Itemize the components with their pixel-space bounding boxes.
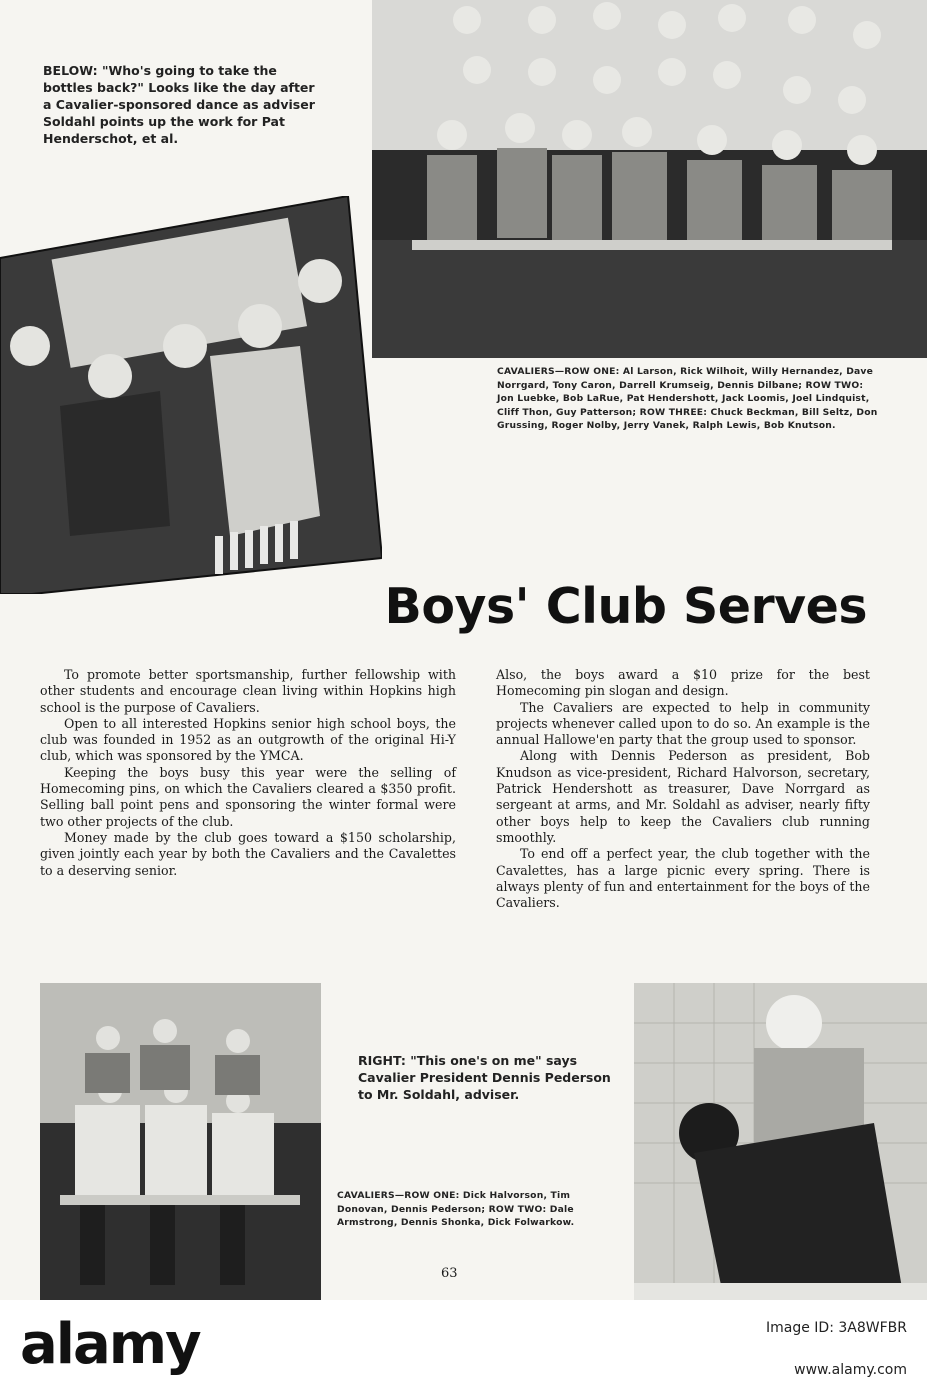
caption-below: BELOW: "Who's going to take the bottles back?" Looks like the day after a Cavalier-sponsored dance as adviser Soldahl points up the work for Pat Henderschot, et al. [43,63,315,146]
paragraph: Money made by the club goes toward a $150 scholarship, given jointly each year by both the Cavaliers and the Cavalettes to a deserving senior. [40,829,456,878]
group-photo-bottom [40,983,321,1300]
watermark-bar [0,1300,927,1390]
caption-group-bottom: CAVALIERS—ROW ONE: Dick Halvorson, Tim Donovan, Dennis Pederson; ROW TWO: Dale Armstrong, Dennis Shonka, Dick Folwarkow. [337,1190,575,1228]
body-column-left [40,667,456,879]
paragraph: To end off a perfect year, the club together with the Cavalettes, has a large picnic every spring. There is always plenty of fun and entertainment for the boys of the Cavaliers. [496,846,870,911]
soldahl-photo [634,983,927,1300]
watermark-logo: alamy [20,1312,200,1377]
group-photo-top [372,0,927,358]
caption-group-top: CAVALIERS—ROW ONE: Al Larson, Rick Wilhoit, Willy Hernandez, Dave Norrgard, Tony Caron, Darrell Krumseig, Dennis Dilbane; ROW TWO: Jon Luebke, Bob LaRue, Pat Hendershott, Jack Loomis, Joel Lindquist, Cliff Thon, Guy Patterson; ROW THREE: Chuck Beckman, Bill Seltz, Don Grussing, Roger Nolby, Jerry Vanek, Ralph Lewis, Bob Knutson. [497,366,878,431]
page-number: 63 [441,1266,458,1281]
paragraph: Along with Dennis Pederson as president, Bob Knudson as vice-president, Richard Halvorson, secretary, Patrick Hendershott as treasurer, Dave Norrgard as sergeant at arms, and Mr. Soldahl as adviser, nearly fifty other boys help to keep the Cavaliers club running smoothly. [496,748,870,845]
caption-right: RIGHT: "This one's on me" says Cavalier President Dennis Pederson to Mr. Soldahl, adviser. [358,1053,611,1102]
paragraph: The Cavaliers are expected to help in community projects whenever called upon to do so. An example is the annual Hallowe'en party that the group used to sponsor. [496,699,870,748]
paragraph: To promote better sportsmanship, further fellowship with other students and encourage clean living within Hopkins high school is the purpose of Cavaliers. [40,667,456,715]
page-title: Boys' Club Serves [384,578,867,635]
paragraph: Keeping the boys busy this year were the selling of Homecoming pins, on which the Cavaliers cleared a $350 profit. Selling ball point pens and sponsoring the winter formal were two other projects of the club. [40,764,456,829]
bottles-photo [0,196,382,594]
paragraph: Open to all interested Hopkins senior high school boys, the club was founded in 1952 as an outgrowth of the original Hi-Y club, which was sponsored by the YMCA. [40,715,456,764]
watermark-url: www.alamy.com [794,1362,907,1378]
body-column-right [496,667,870,911]
paragraph: Also, the boys award a $10 prize for the best Homecoming pin slogan and design. [496,667,870,699]
watermark-image-id: Image ID: 3A8WFBR [766,1320,907,1336]
